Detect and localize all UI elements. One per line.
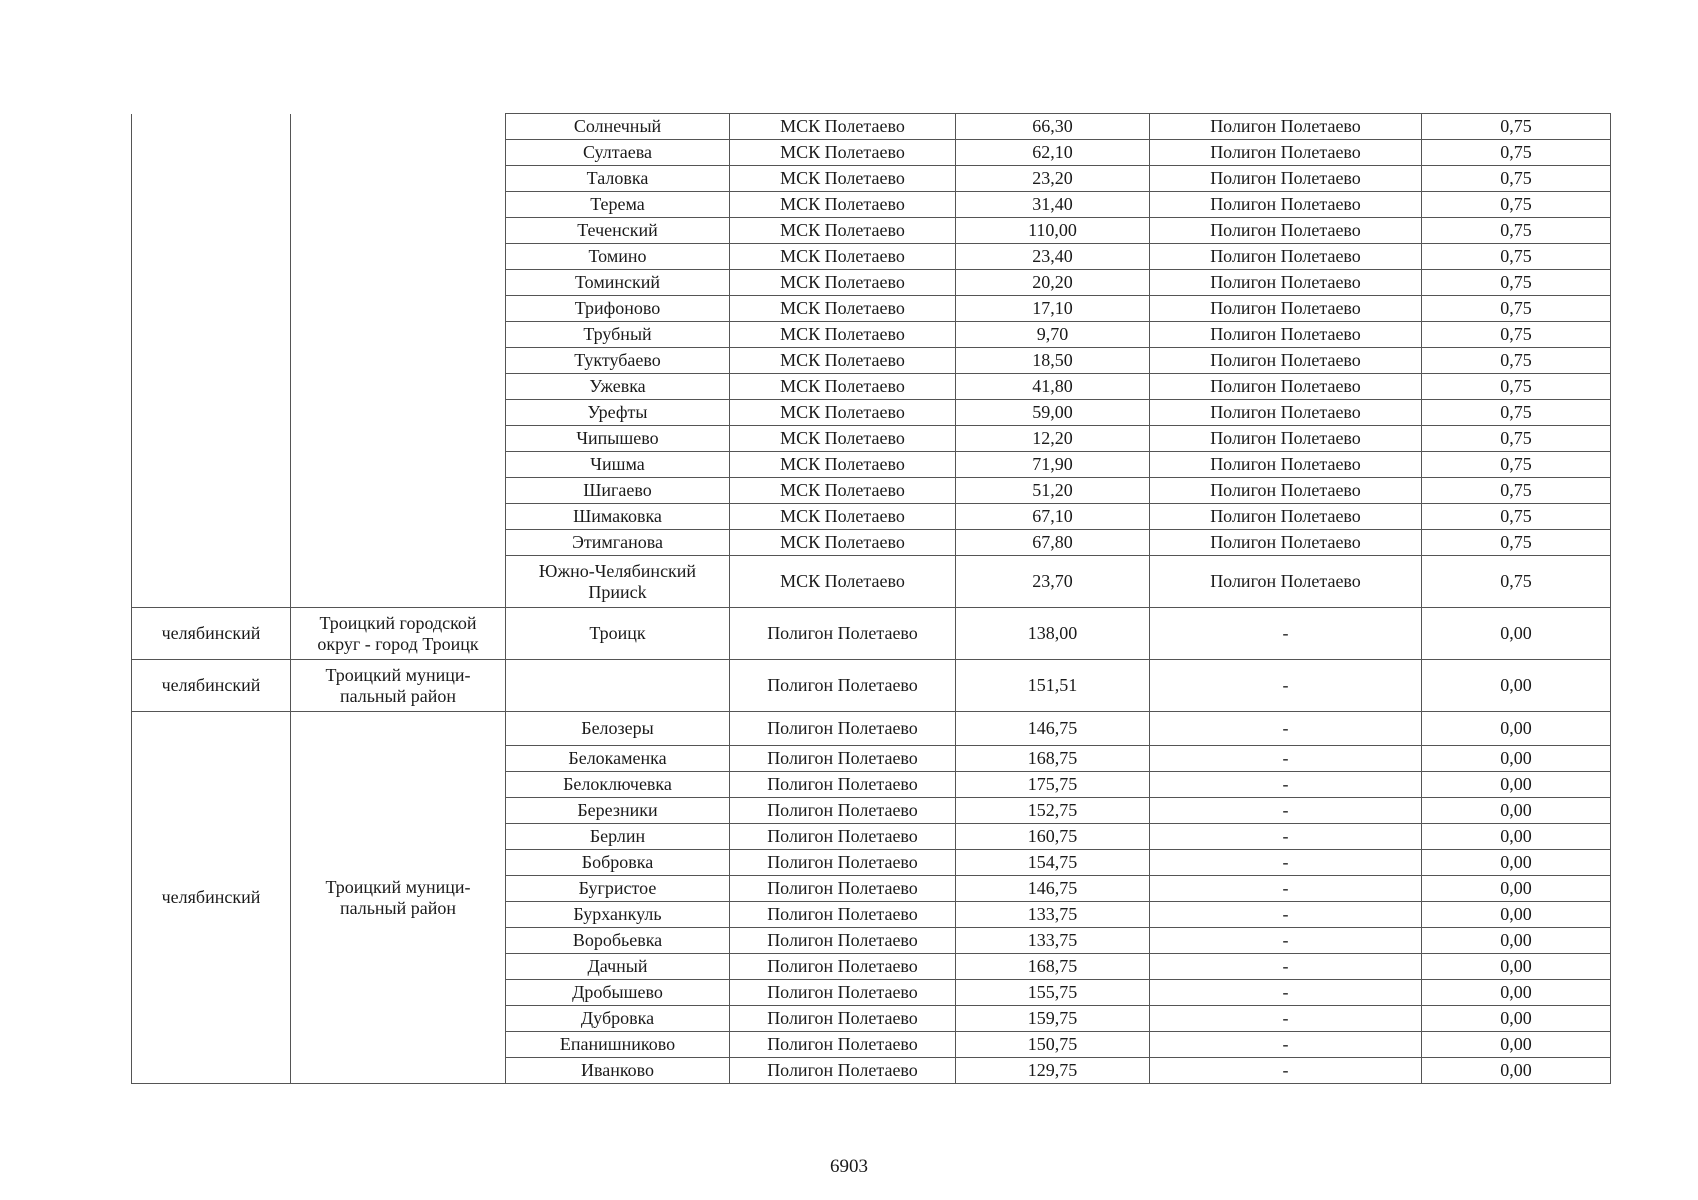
locality-cell: Иванково (506, 1058, 730, 1084)
destination-cell: Полигон Полетаево (1150, 374, 1422, 400)
destination-cell: Полигон Полетаево (1150, 530, 1422, 556)
table-row (132, 114, 1611, 140)
distance-cell: 129,75 (956, 1058, 1150, 1084)
destination-cell: Полигон Полетаево (1150, 322, 1422, 348)
coefficient-cell: 0,00 (1422, 1058, 1611, 1084)
coefficient-cell: 0,75 (1422, 452, 1611, 478)
origin-cell: Полигон Полетаево (730, 954, 956, 980)
coefficient-cell: 0,75 (1422, 140, 1611, 166)
origin-cell: МСК Полетаево (730, 296, 956, 322)
distance-cell: 168,75 (956, 954, 1150, 980)
locality-cell: Березники (506, 798, 730, 824)
coefficient-cell: 0,00 (1422, 746, 1611, 772)
destination-cell: Полигон Полетаево (1150, 192, 1422, 218)
locality-cell: Этимганова (506, 530, 730, 556)
coefficient-cell: 0,75 (1422, 244, 1611, 270)
coefficient-cell: 0,00 (1422, 798, 1611, 824)
locality-cell: Бурханкуль (506, 902, 730, 928)
destination-cell: - (1150, 746, 1422, 772)
coefficient-cell: 0,00 (1422, 712, 1611, 746)
distance-cell: 160,75 (956, 824, 1150, 850)
distance-cell: 12,20 (956, 426, 1150, 452)
coefficient-cell: 0,00 (1422, 824, 1611, 850)
locality-cell: Солнечный (506, 114, 730, 140)
locality-cell: Чишма (506, 452, 730, 478)
locality-cell: Дачный (506, 954, 730, 980)
origin-cell: МСК Полетаево (730, 374, 956, 400)
origin-cell: МСК Полетаево (730, 270, 956, 296)
locality-cell: Трифоново (506, 296, 730, 322)
table-row (132, 608, 1611, 660)
coefficient-cell: 0,75 (1422, 374, 1611, 400)
destination-cell: - (1150, 660, 1422, 712)
coefficient-cell: 0,75 (1422, 478, 1611, 504)
distance-cell: 23,20 (956, 166, 1150, 192)
destination-cell: Полигон Полетаево (1150, 400, 1422, 426)
distance-cell: 59,00 (956, 400, 1150, 426)
origin-cell: МСК Полетаево (730, 140, 956, 166)
destination-cell: - (1150, 1006, 1422, 1032)
origin-cell: МСК Полетаево (730, 504, 956, 530)
page-number: 6903 (830, 1156, 868, 1177)
origin-cell: Полигон Полетаево (730, 824, 956, 850)
distance-cell: 138,00 (956, 608, 1150, 660)
destination-cell: - (1150, 1058, 1422, 1084)
origin-cell: МСК Полетаево (730, 114, 956, 140)
locality-cell: Султаева (506, 140, 730, 166)
distance-cell: 23,40 (956, 244, 1150, 270)
coefficient-cell: 0,75 (1422, 192, 1611, 218)
coefficient-cell: 0,75 (1422, 504, 1611, 530)
coefficient-cell: 0,00 (1422, 608, 1611, 660)
coefficient-cell: 0,00 (1422, 772, 1611, 798)
destination-cell: Полигон Полетаево (1150, 244, 1422, 270)
origin-cell: МСК Полетаево (730, 452, 956, 478)
locality-cell: Теченский (506, 218, 730, 244)
origin-cell: МСК Полетаево (730, 530, 956, 556)
distance-cell: 159,75 (956, 1006, 1150, 1032)
origin-cell: Полигон Полетаево (730, 1058, 956, 1084)
coefficient-cell: 0,00 (1422, 1032, 1611, 1058)
origin-cell: Полигон Полетаево (730, 712, 956, 746)
municipality-cell (291, 114, 506, 608)
locality-cell: Урефты (506, 400, 730, 426)
destination-cell: - (1150, 980, 1422, 1006)
destination-cell: - (1150, 954, 1422, 980)
origin-cell: Полигон Полетаево (730, 608, 956, 660)
destination-cell: - (1150, 712, 1422, 746)
distance-cell: 168,75 (956, 746, 1150, 772)
destination-cell: Полигон Полетаево (1150, 426, 1422, 452)
locality-cell: Берлин (506, 824, 730, 850)
locality-cell: Дубровка (506, 1006, 730, 1032)
zone-cell: челябинский (132, 712, 291, 1084)
destination-cell: - (1150, 824, 1422, 850)
locality-cell: Чипышево (506, 426, 730, 452)
distance-cell: 20,20 (956, 270, 1150, 296)
distance-cell: 151,51 (956, 660, 1150, 712)
municipality-cell: Троицкий муници- пальный район (291, 660, 506, 712)
origin-cell: Полигон Полетаево (730, 876, 956, 902)
origin-cell: МСК Полетаево (730, 426, 956, 452)
locality-cell: Бугристое (506, 876, 730, 902)
locality-cell: Троицк (506, 608, 730, 660)
locality-cell: Белозеры (506, 712, 730, 746)
distance-cell: 152,75 (956, 798, 1150, 824)
destination-cell: Полигон Полетаево (1150, 114, 1422, 140)
distance-cell: 155,75 (956, 980, 1150, 1006)
table-body (132, 114, 1611, 1084)
locality-cell: Терема (506, 192, 730, 218)
origin-cell: МСК Полетаево (730, 478, 956, 504)
origin-cell: Полигон Полетаево (730, 850, 956, 876)
municipality-cell: Троицкий городской округ - город Троицк (291, 608, 506, 660)
origin-cell: Полигон Полетаево (730, 660, 956, 712)
locality-cell: Таловка (506, 166, 730, 192)
origin-cell: МСК Полетаево (730, 556, 956, 608)
distance-cell: 9,70 (956, 322, 1150, 348)
distance-cell: 67,80 (956, 530, 1150, 556)
destination-cell: - (1150, 928, 1422, 954)
destination-cell: - (1150, 772, 1422, 798)
destination-cell: - (1150, 1032, 1422, 1058)
origin-cell: МСК Полетаево (730, 244, 956, 270)
origin-cell: Полигон Полетаево (730, 772, 956, 798)
destination-cell: Полигон Полетаево (1150, 296, 1422, 322)
locality-cell: Туктубаево (506, 348, 730, 374)
coefficient-cell: 0,75 (1422, 348, 1611, 374)
destination-cell: Полигон Полетаево (1150, 270, 1422, 296)
origin-cell: МСК Полетаево (730, 166, 956, 192)
locality-cell: Томинский (506, 270, 730, 296)
destination-cell: - (1150, 798, 1422, 824)
distance-cell: 71,90 (956, 452, 1150, 478)
coefficient-cell: 0,75 (1422, 270, 1611, 296)
coefficient-cell: 0,75 (1422, 400, 1611, 426)
locality-cell: Белоключевка (506, 772, 730, 798)
destination-cell: - (1150, 608, 1422, 660)
distance-cell: 31,40 (956, 192, 1150, 218)
coefficient-cell: 0,75 (1422, 426, 1611, 452)
table-row (132, 660, 1611, 712)
distance-cell: 67,10 (956, 504, 1150, 530)
coefficient-cell: 0,00 (1422, 1006, 1611, 1032)
locality-cell: Шигаево (506, 478, 730, 504)
distance-cell: 150,75 (956, 1032, 1150, 1058)
origin-cell: Полигон Полетаево (730, 1032, 956, 1058)
destination-cell: - (1150, 850, 1422, 876)
coefficient-cell: 0,00 (1422, 980, 1611, 1006)
origin-cell: МСК Полетаево (730, 348, 956, 374)
coefficient-cell: 0,00 (1422, 954, 1611, 980)
coefficient-cell: 0,00 (1422, 902, 1611, 928)
locality-cell: Епанишниково (506, 1032, 730, 1058)
destination-cell: Полигон Полетаево (1150, 504, 1422, 530)
zone-cell: челябинский (132, 660, 291, 712)
waste-routes-table (131, 113, 1611, 1084)
coefficient-cell: 0,75 (1422, 114, 1611, 140)
destination-cell: Полигон Полетаево (1150, 478, 1422, 504)
locality-cell (506, 660, 730, 712)
origin-cell: Полигон Полетаево (730, 928, 956, 954)
coefficient-cell: 0,75 (1422, 296, 1611, 322)
origin-cell: МСК Полетаево (730, 192, 956, 218)
destination-cell: - (1150, 876, 1422, 902)
coefficient-cell: 0,00 (1422, 876, 1611, 902)
table-row (132, 712, 1611, 746)
destination-cell: Полигон Полетаево (1150, 348, 1422, 374)
distance-cell: 62,10 (956, 140, 1150, 166)
locality-cell: Ужевка (506, 374, 730, 400)
distance-cell: 23,70 (956, 556, 1150, 608)
locality-cell: Белокаменка (506, 746, 730, 772)
distance-cell: 110,00 (956, 218, 1150, 244)
locality-cell: Шимаковка (506, 504, 730, 530)
origin-cell: Полигон Полетаево (730, 980, 956, 1006)
coefficient-cell: 0,75 (1422, 218, 1611, 244)
locality-cell: Бобровка (506, 850, 730, 876)
origin-cell: МСК Полетаево (730, 218, 956, 244)
distance-cell: 17,10 (956, 296, 1150, 322)
coefficient-cell: 0,75 (1422, 556, 1611, 608)
coefficient-cell: 0,00 (1422, 928, 1611, 954)
locality-cell: Южно-Челябинский Приисk (506, 556, 730, 608)
locality-cell: Воробьевка (506, 928, 730, 954)
distance-cell: 175,75 (956, 772, 1150, 798)
coefficient-cell: 0,00 (1422, 660, 1611, 712)
distance-cell: 18,50 (956, 348, 1150, 374)
origin-cell: Полигон Полетаево (730, 1006, 956, 1032)
distance-cell: 133,75 (956, 928, 1150, 954)
distance-cell: 154,75 (956, 850, 1150, 876)
origin-cell: Полигон Полетаево (730, 902, 956, 928)
coefficient-cell: 0,00 (1422, 850, 1611, 876)
origin-cell: Полигон Полетаево (730, 746, 956, 772)
origin-cell: МСК Полетаево (730, 322, 956, 348)
coefficient-cell: 0,75 (1422, 322, 1611, 348)
origin-cell: МСК Полетаево (730, 400, 956, 426)
coefficient-cell: 0,75 (1422, 530, 1611, 556)
zone-cell (132, 114, 291, 608)
distance-cell: 146,75 (956, 876, 1150, 902)
destination-cell: Полигон Полетаево (1150, 166, 1422, 192)
destination-cell: Полигон Полетаево (1150, 140, 1422, 166)
locality-cell: Трубный (506, 322, 730, 348)
destination-cell: Полигон Полетаево (1150, 218, 1422, 244)
zone-cell: челябинский (132, 608, 291, 660)
destination-cell: Полигон Полетаево (1150, 556, 1422, 608)
distance-cell: 51,20 (956, 478, 1150, 504)
origin-cell: Полигон Полетаево (730, 798, 956, 824)
destination-cell: Полигон Полетаево (1150, 452, 1422, 478)
distance-cell: 133,75 (956, 902, 1150, 928)
coefficient-cell: 0,75 (1422, 166, 1611, 192)
destination-cell: - (1150, 902, 1422, 928)
locality-cell: Томино (506, 244, 730, 270)
distance-cell: 41,80 (956, 374, 1150, 400)
municipality-cell: Троицкий муници- пальный район (291, 712, 506, 1084)
locality-cell: Дробышево (506, 980, 730, 1006)
distance-cell: 146,75 (956, 712, 1150, 746)
distance-cell: 66,30 (956, 114, 1150, 140)
